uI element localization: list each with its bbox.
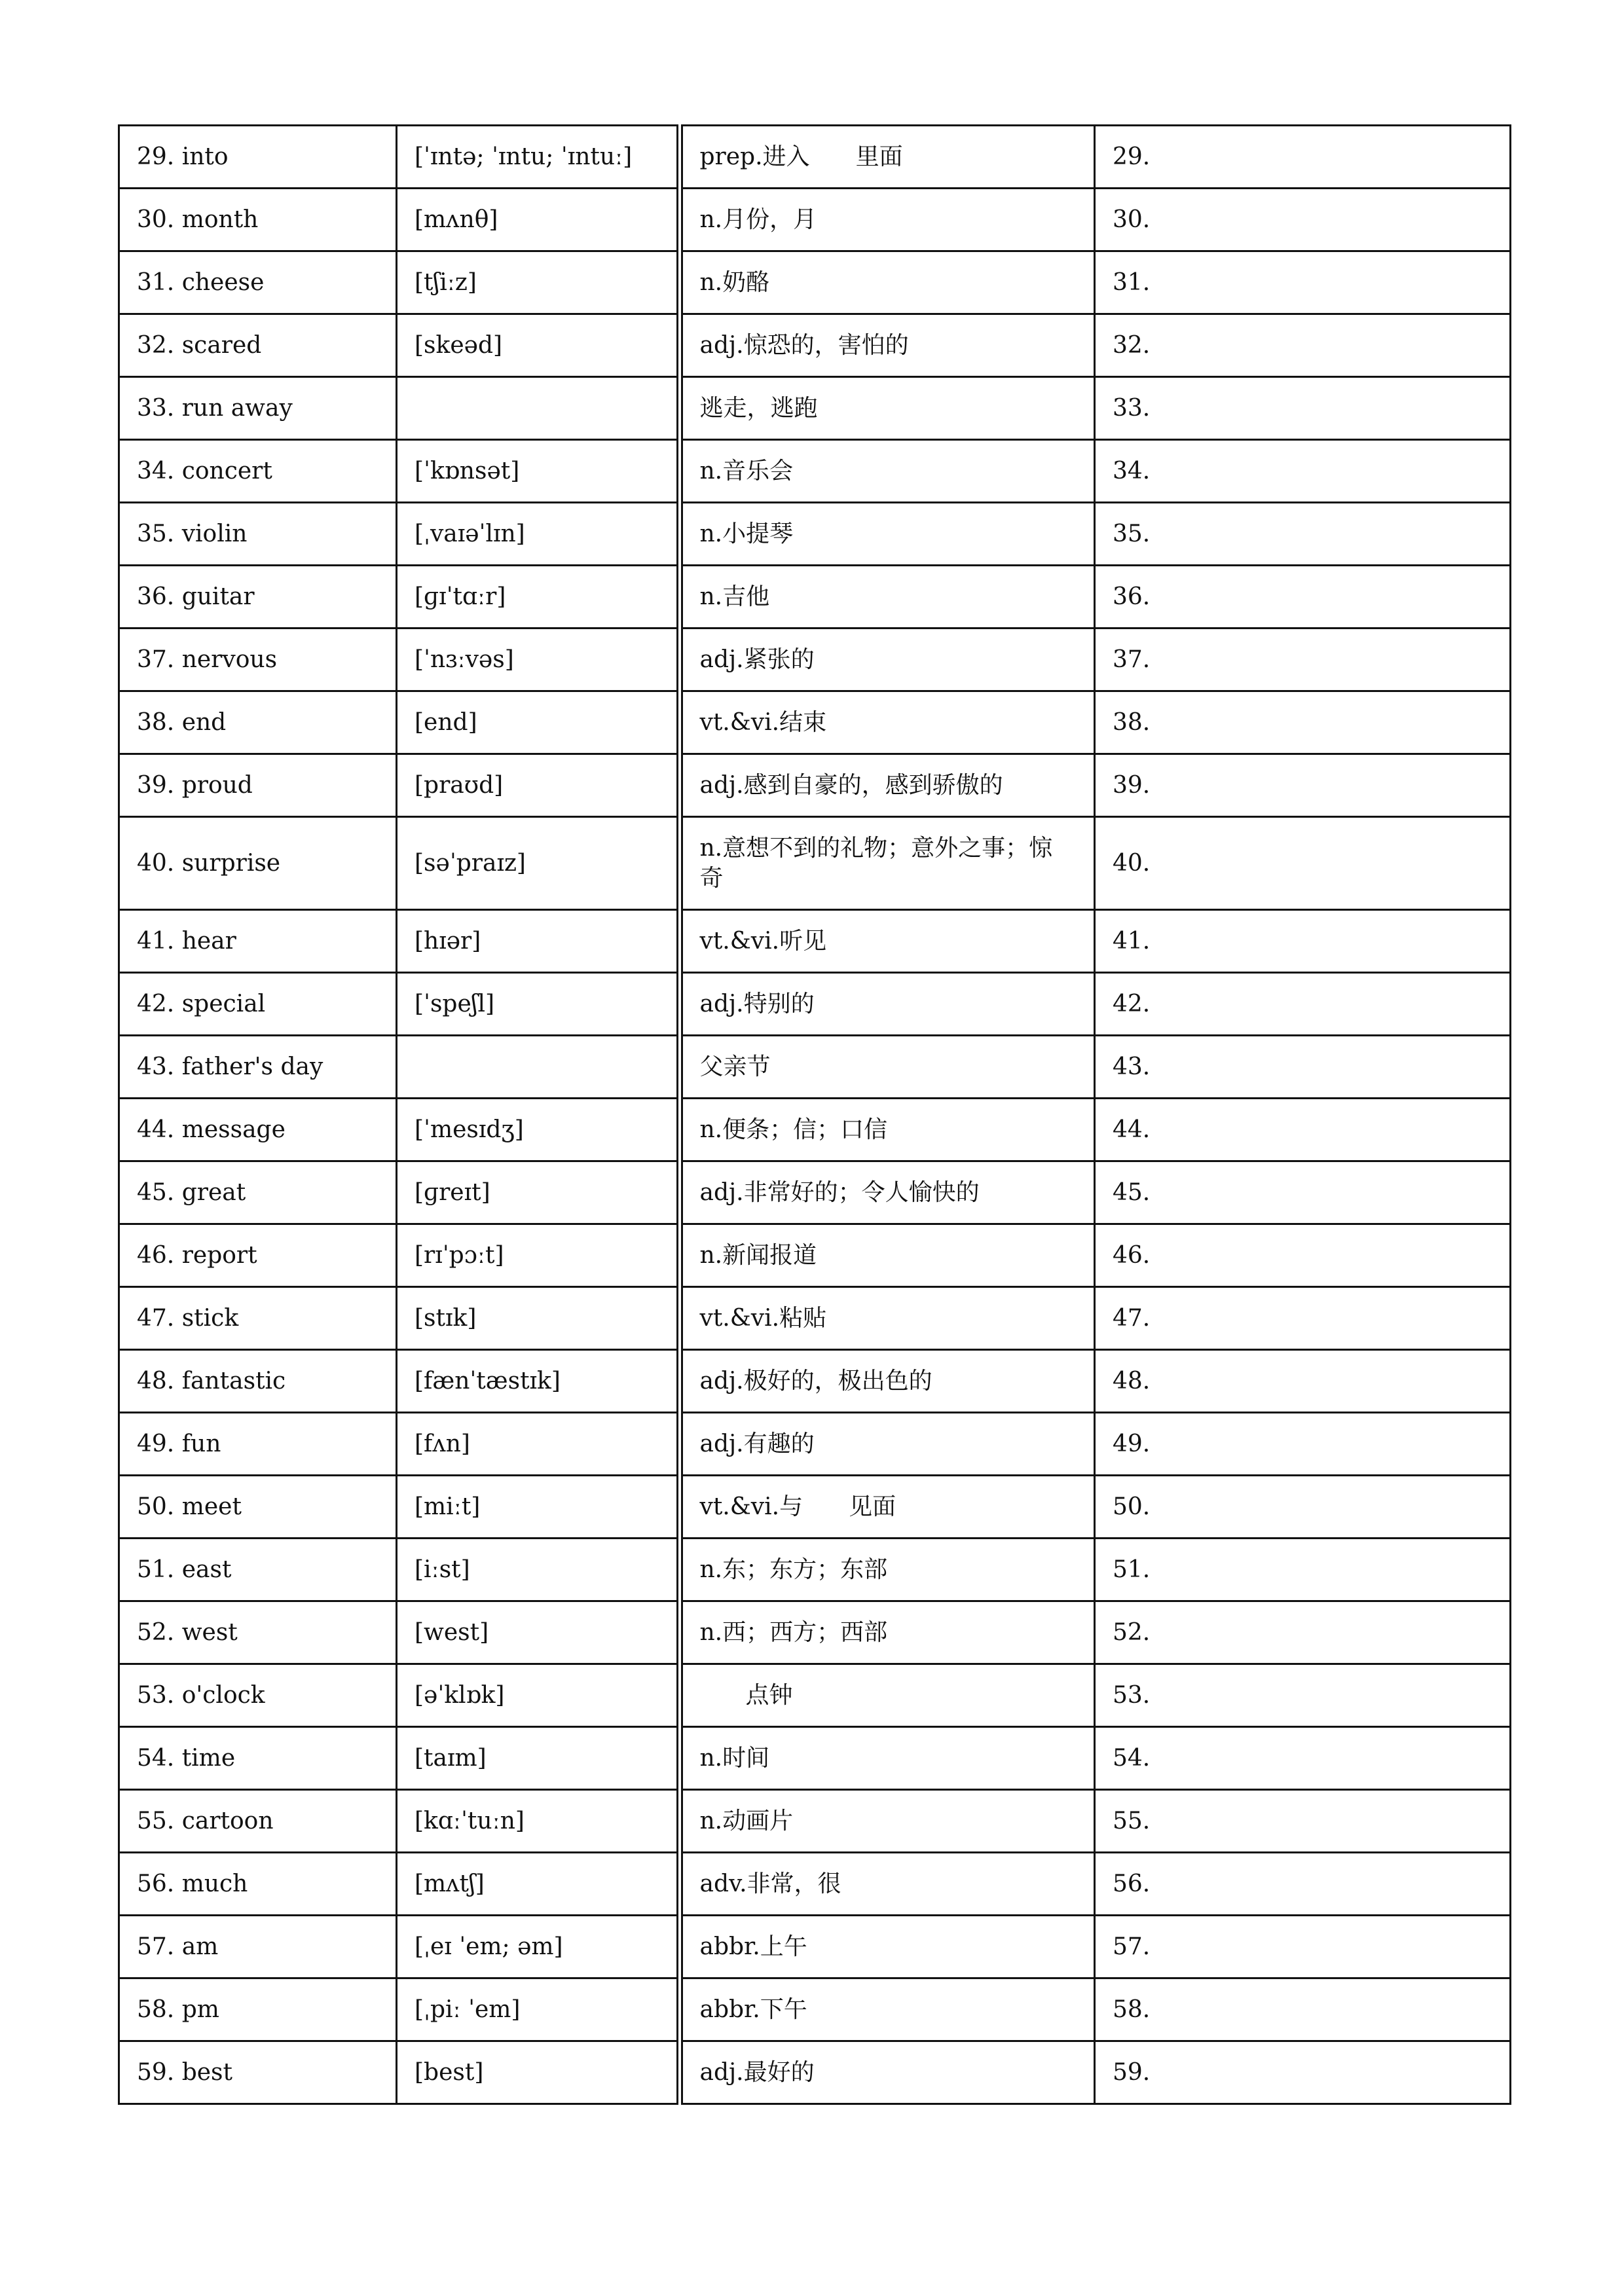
meaning-text: 里面	[855, 143, 903, 170]
answer-cell[interactable]: 58.	[1095, 1978, 1511, 2041]
meaning-cell	[680, 1978, 1095, 2041]
meaning-cell	[680, 377, 1095, 440]
meaning-cell	[680, 1476, 1095, 1539]
vocabulary-table	[118, 124, 1511, 2105]
answer-cell[interactable]: 57.	[1095, 1916, 1511, 1978]
answer-cell[interactable]: 32.	[1095, 314, 1511, 377]
word-cell: 54. time	[119, 1727, 397, 1790]
meaning-text: n.新闻报道	[699, 1241, 817, 1269]
vocab-row	[119, 314, 1511, 377]
answer-cell[interactable]: 33.	[1095, 377, 1511, 440]
phonetic-cell: [səˈpraɪz]	[397, 817, 680, 910]
answer-cell[interactable]: 43.	[1095, 1036, 1511, 1099]
meaning-text: prep.进入	[699, 143, 810, 170]
phonetic-cell: [praʊd]	[397, 754, 680, 817]
meaning-text: n.时间	[699, 1744, 770, 1772]
word-cell: 38. end	[119, 691, 397, 754]
phonetic-cell: [hɪər]	[397, 910, 680, 973]
meaning-cell	[680, 1916, 1095, 1978]
phonetic-cell: [best]	[397, 2041, 680, 2104]
vocab-row	[119, 566, 1511, 629]
meaning-text: n.小提琴	[699, 520, 794, 547]
vocab-row	[119, 440, 1511, 503]
word-cell: 32. scared	[119, 314, 397, 377]
phonetic-cell: [west]	[397, 1601, 680, 1664]
vocab-row	[119, 189, 1511, 251]
meaning-cell	[680, 1664, 1095, 1727]
meaning-text: adj.有趣的	[699, 1430, 815, 1457]
answer-cell[interactable]: 49.	[1095, 1413, 1511, 1476]
word-cell: 59. best	[119, 2041, 397, 2104]
answer-cell[interactable]: 39.	[1095, 754, 1511, 817]
word-cell: 39. proud	[119, 754, 397, 817]
vocab-row	[119, 2041, 1511, 2104]
phonetic-cell: [ˌvaɪəˈlɪn]	[397, 503, 680, 566]
phonetic-cell: [ˈnɜːvəs]	[397, 629, 680, 691]
meaning-text: 点钟	[745, 1681, 793, 1709]
word-cell: 49. fun	[119, 1413, 397, 1476]
meaning-text: n.音乐会	[699, 457, 794, 484]
word-cell: 57. am	[119, 1916, 397, 1978]
phonetic-cell: [mʌnθ]	[397, 189, 680, 251]
phonetic-cell: [end]	[397, 691, 680, 754]
answer-cell[interactable]: 37.	[1095, 629, 1511, 691]
word-cell: 37. nervous	[119, 629, 397, 691]
vocab-row	[119, 1413, 1511, 1476]
meaning-cell	[680, 189, 1095, 251]
vocab-row	[119, 754, 1511, 817]
meaning-text: n.月份，月	[699, 206, 817, 233]
answer-cell[interactable]: 54.	[1095, 1727, 1511, 1790]
word-cell: 48. fantastic	[119, 1350, 397, 1413]
answer-cell[interactable]: 48.	[1095, 1350, 1511, 1413]
meaning-text: 父亲节	[699, 1053, 771, 1080]
vocab-row	[119, 126, 1511, 189]
meaning-text: n.东；东方；东部	[699, 1556, 888, 1583]
vocab-row	[119, 817, 1511, 910]
meaning-cell	[680, 973, 1095, 1036]
meaning-text: adj.特别的	[699, 990, 815, 1017]
answer-cell[interactable]: 34.	[1095, 440, 1511, 503]
meaning-cell	[680, 1539, 1095, 1601]
vocab-row	[119, 1350, 1511, 1413]
meaning-text: adj.非常好的；令人愉快的	[699, 1178, 980, 1206]
answer-cell[interactable]: 55.	[1095, 1790, 1511, 1853]
vocab-row	[119, 1161, 1511, 1224]
meaning-cell	[680, 754, 1095, 817]
answer-cell[interactable]: 31.	[1095, 251, 1511, 314]
word-cell: 42. special	[119, 973, 397, 1036]
phonetic-cell: [stɪk]	[397, 1287, 680, 1350]
vocab-row	[119, 1287, 1511, 1350]
phonetic-cell: [rɪˈpɔːt]	[397, 1224, 680, 1287]
answer-cell[interactable]: 52.	[1095, 1601, 1511, 1664]
word-cell: 31. cheese	[119, 251, 397, 314]
meaning-text: n.动画片	[699, 1807, 794, 1834]
meaning-text: n.吉他	[699, 583, 770, 610]
meaning-cell	[680, 1413, 1095, 1476]
meaning-cell	[680, 1727, 1095, 1790]
answer-cell[interactable]: 51.	[1095, 1539, 1511, 1601]
phonetic-cell: [iːst]	[397, 1539, 680, 1601]
phonetic-cell: [ɡɪˈtɑːr]	[397, 566, 680, 629]
meaning-text: adj.极好的，极出色的	[699, 1367, 932, 1394]
phonetic-cell	[397, 377, 680, 440]
phonetic-cell: [mʌtʃ]	[397, 1853, 680, 1916]
answer-cell[interactable]: 42.	[1095, 973, 1511, 1036]
vocab-row	[119, 1476, 1511, 1539]
phonetic-cell: [fʌn]	[397, 1413, 680, 1476]
meaning-cell	[680, 1099, 1095, 1161]
answer-cell[interactable]: 30.	[1095, 189, 1511, 251]
meaning-text: vt.&vi.结束	[699, 708, 827, 736]
phonetic-cell	[397, 1036, 680, 1099]
meaning-cell	[680, 1036, 1095, 1099]
meaning-text: n.奶酪	[699, 268, 770, 296]
meaning-cell	[680, 1853, 1095, 1916]
vocab-row	[119, 973, 1511, 1036]
meaning-cell	[680, 1287, 1095, 1350]
vocab-row	[119, 1036, 1511, 1099]
meaning-text: vt.&vi.粘贴	[699, 1304, 827, 1332]
phonetic-cell: [tʃiːz]	[397, 251, 680, 314]
answer-cell[interactable]: 53.	[1095, 1664, 1511, 1727]
word-cell: 29. into	[119, 126, 397, 189]
phonetic-cell: [ɡreɪt]	[397, 1161, 680, 1224]
meaning-cell	[680, 2041, 1095, 2104]
meaning-cell	[680, 440, 1095, 503]
phonetic-cell: [ˌeɪ ˈem; əm]	[397, 1916, 680, 1978]
vocab-row	[119, 251, 1511, 314]
phonetic-cell: [ˈkɒnsət]	[397, 440, 680, 503]
vocab-row	[119, 1539, 1511, 1601]
meaning-cell	[680, 1350, 1095, 1413]
word-cell: 47. stick	[119, 1287, 397, 1350]
answer-cell[interactable]: 44.	[1095, 1099, 1511, 1161]
word-cell: 41. hear	[119, 910, 397, 973]
word-cell: 35. violin	[119, 503, 397, 566]
meaning-text: adj.感到自豪的，感到骄傲的	[699, 771, 1003, 799]
meaning-cell	[680, 817, 1095, 910]
answer-cell[interactable]: 59.	[1095, 2041, 1511, 2104]
vocab-row	[119, 1224, 1511, 1287]
meaning-text: n.西；西方；西部	[699, 1618, 888, 1646]
word-cell: 40. surprise	[119, 817, 397, 910]
answer-cell[interactable]: 35.	[1095, 503, 1511, 566]
vocabulary-table-body	[119, 126, 1511, 2104]
word-cell: 33. run away	[119, 377, 397, 440]
vocab-row	[119, 377, 1511, 440]
word-cell: 55. cartoon	[119, 1790, 397, 1853]
meaning-text: abbr.上午	[699, 1933, 807, 1960]
answer-cell[interactable]: 47.	[1095, 1287, 1511, 1350]
vocab-row	[119, 691, 1511, 754]
phonetic-cell: [ˈspeʃl]	[397, 973, 680, 1036]
phonetic-cell: [ˌpiː ˈem]	[397, 1978, 680, 2041]
meaning-text: adj.惊恐的，害怕的	[699, 331, 909, 359]
answer-cell[interactable]: 56.	[1095, 1853, 1511, 1916]
vocab-row	[119, 1664, 1511, 1727]
word-cell: 50. meet	[119, 1476, 397, 1539]
word-cell: 52. west	[119, 1601, 397, 1664]
meaning-text: n.便条；信；口信	[699, 1116, 888, 1143]
vocab-row	[119, 1916, 1511, 1978]
vocab-row	[119, 1790, 1511, 1853]
word-cell: 56. much	[119, 1853, 397, 1916]
answer-cell[interactable]: 46.	[1095, 1224, 1511, 1287]
answer-cell[interactable]: 50.	[1095, 1476, 1511, 1539]
meaning-text: adj.紧张的	[699, 646, 815, 673]
answer-cell[interactable]: 38.	[1095, 691, 1511, 754]
word-cell: 43. father's day	[119, 1036, 397, 1099]
vocab-row	[119, 1727, 1511, 1790]
phonetic-cell: [skeəd]	[397, 314, 680, 377]
word-cell: 46. report	[119, 1224, 397, 1287]
vocab-row	[119, 1978, 1511, 2041]
meaning-cell	[680, 1224, 1095, 1287]
meaning-cell	[680, 691, 1095, 754]
meaning-text: vt.&vi.与	[699, 1493, 803, 1520]
word-cell: 44. message	[119, 1099, 397, 1161]
phonetic-cell: [fænˈtæstɪk]	[397, 1350, 680, 1413]
phonetic-cell: [kɑːˈtuːn]	[397, 1790, 680, 1853]
phonetic-cell: [ˈɪntə; ˈɪntu; ˈɪntuː]	[397, 126, 680, 189]
word-cell: 53. o'clock	[119, 1664, 397, 1727]
meaning-cell	[680, 503, 1095, 566]
word-cell: 45. great	[119, 1161, 397, 1224]
phonetic-cell: [ˈmesɪdʒ]	[397, 1099, 680, 1161]
vocab-row	[119, 910, 1511, 973]
meaning-text: adj.最好的	[699, 2058, 815, 2086]
meaning-text: 逃走，逃跑	[699, 394, 818, 422]
word-cell: 36. guitar	[119, 566, 397, 629]
phonetic-cell: [miːt]	[397, 1476, 680, 1539]
vocab-row	[119, 1099, 1511, 1161]
word-cell: 51. east	[119, 1539, 397, 1601]
answer-cell[interactable]: 36.	[1095, 566, 1511, 629]
phonetic-cell: [əˈklɒk]	[397, 1664, 680, 1727]
answer-cell[interactable]: 45.	[1095, 1161, 1511, 1224]
meaning-cell	[680, 314, 1095, 377]
answer-cell[interactable]: 41.	[1095, 910, 1511, 973]
meaning-cell	[680, 1161, 1095, 1224]
word-cell: 58. pm	[119, 1978, 397, 2041]
meaning-cell	[680, 1790, 1095, 1853]
meaning-cell	[680, 629, 1095, 691]
meaning-text: n.意想不到的礼物；意外之事；惊奇	[699, 834, 1053, 892]
meaning-text: vt.&vi.听见	[699, 927, 827, 955]
meaning-cell	[680, 910, 1095, 973]
vocab-row	[119, 1853, 1511, 1916]
meaning-cell	[680, 126, 1095, 189]
meaning-text: adv.非常，很	[699, 1870, 841, 1897]
word-cell: 34. concert	[119, 440, 397, 503]
meaning-text: 见面	[849, 1493, 896, 1520]
answer-cell[interactable]: 40.	[1095, 817, 1511, 910]
meaning-text: abbr.下午	[699, 1995, 807, 2023]
word-cell: 30. month	[119, 189, 397, 251]
meaning-cell	[680, 566, 1095, 629]
answer-cell[interactable]: 29.	[1095, 126, 1511, 189]
phonetic-cell: [taɪm]	[397, 1727, 680, 1790]
vocab-row	[119, 629, 1511, 691]
vocab-row	[119, 503, 1511, 566]
meaning-cell	[680, 1601, 1095, 1664]
vocab-row	[119, 1601, 1511, 1664]
meaning-cell	[680, 251, 1095, 314]
